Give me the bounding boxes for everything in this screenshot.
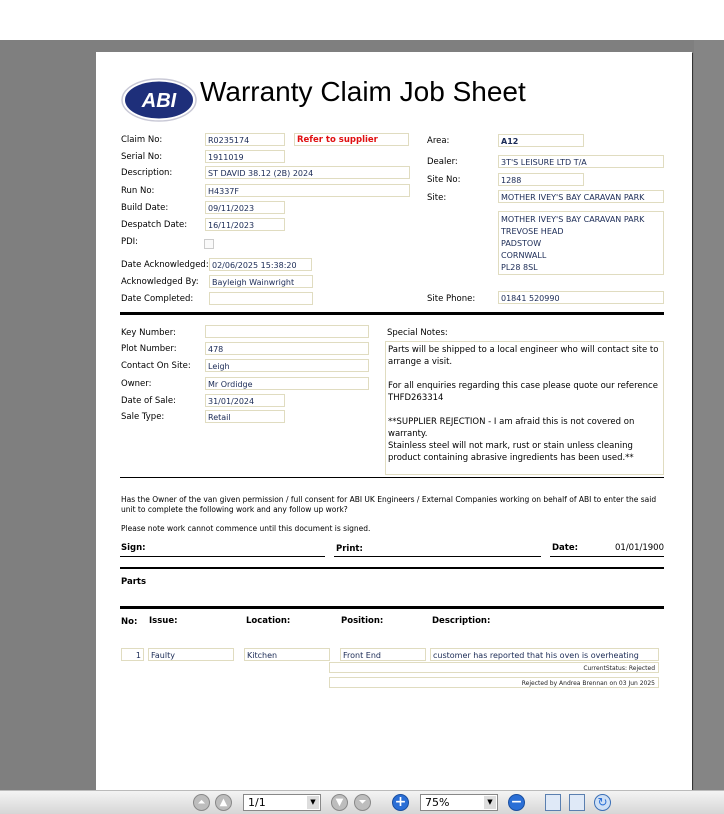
acknowledged-by-label: Acknowledged By: (121, 277, 199, 287)
run-no-field: H4337F (205, 184, 410, 197)
top-bar (0, 0, 724, 40)
date-label: Date: (552, 543, 579, 553)
date-of-sale-label: Date of Sale: (121, 396, 176, 406)
despatch-date-field: 16/11/2023 (205, 218, 285, 231)
plot-number-field: 478 (205, 342, 369, 355)
parts-header-position: Position: (341, 616, 384, 626)
despatch-date-label: Despatch Date: (121, 220, 188, 230)
site-label: Site: (427, 193, 447, 203)
chevron-down-icon: ▼ (484, 796, 496, 809)
acknowledged-by-field: Bayleigh Wainwright (209, 275, 313, 288)
description-field: ST DAVID 38.12 (2B) 2024 (205, 166, 410, 179)
site-address-line: PL28 8SL (501, 263, 538, 272)
date-line (550, 556, 664, 557)
consent-text: Has the Owner of the van given permission / full consent for ABI UK Engineers / External Companies working on behalf of ABI to enter the said unit to complete the following work and any follow up work? (121, 495, 657, 514)
build-date-label: Build Date: (121, 203, 169, 213)
owner-label: Owner: (121, 379, 152, 389)
zoom-in-icon[interactable]: + (392, 794, 409, 811)
special-note: Parts will be shipped to a local engineer who will contact site to arrange a visit. (388, 345, 659, 367)
date-acknowledged-label: Date Acknowledged: (121, 260, 209, 270)
date-acknowledged-field: 02/06/2025 15:38:20 (209, 258, 312, 271)
date-value: 01/01/1900 (615, 543, 664, 553)
print-line (334, 556, 541, 557)
sign-line (120, 556, 325, 557)
last-page-icon[interactable]: ⏷ (354, 794, 371, 811)
site-field: MOTHER IVEY'S BAY CARAVAN PARK (498, 190, 664, 203)
vertical-scrollbar[interactable] (694, 40, 724, 790)
site-address-line: CORNWALL (501, 251, 547, 260)
date-of-sale-field: 31/01/2024 (205, 394, 285, 407)
status-badge: Refer to supplier (294, 133, 409, 146)
pdi-label: PDI: (121, 237, 139, 247)
page-title: Warranty Claim Job Sheet (200, 76, 526, 107)
contact-on-site-field: Leigh (205, 359, 369, 372)
contact-on-site-label: Contact On Site: (121, 361, 191, 371)
section-divider (120, 567, 664, 569)
build-date-field: 09/11/2023 (205, 201, 285, 214)
sign-label: Sign: (121, 543, 146, 553)
page-number-select[interactable] (243, 794, 321, 811)
site-no-label: Site No: (427, 175, 461, 185)
abi-logo (120, 77, 198, 123)
part-no: 1 (121, 648, 144, 661)
special-note: Stainless steel will not mark, rust or stain unless cleaning product containing abrasive ingredients has been used.** (388, 441, 634, 463)
current-status: CurrentStatus: Rejected (329, 662, 659, 673)
special-notes-box (385, 341, 664, 475)
key-number-field (205, 325, 369, 338)
site-address-box (498, 211, 664, 275)
document-page (96, 52, 692, 790)
zoom-select[interactable] (420, 794, 498, 811)
rejected-by: Rejected by Andrea Brennan on 03 Jun 2025 (329, 677, 659, 688)
chevron-down-icon: ▼ (307, 796, 319, 809)
area-field: A12 (498, 134, 584, 147)
zoom-out-icon[interactable]: − (508, 794, 525, 811)
pdf-toolbar (0, 790, 724, 814)
date-completed-field (209, 292, 313, 305)
part-description: customer has reported that his oven is overheating (430, 648, 659, 661)
sale-type-label: Sale Type: (121, 412, 165, 422)
dealer-label: Dealer: (427, 157, 458, 167)
parts-header-issue: Issue: (149, 616, 178, 626)
section-divider (120, 477, 664, 478)
fit-width-icon[interactable] (545, 794, 561, 811)
first-page-icon[interactable]: ⏶ (193, 794, 210, 811)
area-label: Area: (427, 136, 450, 146)
document-viewer[interactable] (0, 40, 724, 790)
special-note: **SUPPLIER REJECTION - I am afraid this is not covered on warranty. (388, 417, 635, 439)
special-notes-label: Special Notes: (387, 328, 448, 338)
description-label: Description: (121, 168, 173, 178)
page-number-value: 1/1 (248, 796, 266, 809)
claim-no-field: R0235174 (205, 133, 285, 146)
parts-header-description: Description: (432, 616, 491, 626)
site-no-field: 1288 (498, 173, 584, 186)
logo-text: ABI (141, 90, 177, 112)
next-page-icon[interactable]: ▼ (331, 794, 348, 811)
pdi-checkbox (204, 239, 214, 249)
part-issue: Faulty (148, 648, 234, 661)
serial-no-label: Serial No: (121, 152, 163, 162)
section-divider (120, 312, 664, 315)
special-note: For all enquiries regarding this case please quote our reference THFD263314 (388, 381, 658, 403)
plot-number-label: Plot Number: (121, 344, 177, 354)
site-phone-label: Site Phone: (427, 294, 476, 304)
serial-no-field: 1911019 (205, 150, 285, 163)
previous-page-icon[interactable]: ▲ (215, 794, 232, 811)
zoom-value: 75% (425, 796, 450, 809)
sale-type-field: Retail (205, 410, 285, 423)
site-address-line: PADSTOW (501, 239, 542, 248)
date-completed-label: Date Completed: (121, 294, 194, 304)
parts-header-location: Location: (246, 616, 291, 626)
rotate-icon[interactable]: ↻ (594, 794, 611, 811)
parts-header-no: No: (121, 617, 138, 627)
fit-page-icon[interactable] (569, 794, 585, 811)
part-position: Front End (340, 648, 426, 661)
claim-no-label: Claim No: (121, 135, 163, 145)
site-address-line: MOTHER IVEY'S BAY CARAVAN PARK (501, 215, 645, 224)
commence-note: Please note work cannot commence until this document is signed. (121, 524, 371, 533)
print-label: Print: (336, 544, 363, 554)
key-number-label: Key Number: (121, 328, 176, 338)
site-phone-field: 01841 520990 (498, 291, 664, 304)
parts-heading: Parts (121, 577, 147, 587)
site-address-line: TREVOSE HEAD (501, 227, 564, 236)
owner-field: Mr Ordidge (205, 377, 369, 390)
part-location: Kitchen (244, 648, 330, 661)
section-divider (120, 606, 664, 609)
dealer-field: 3T'S LEISURE LTD T/A (498, 155, 664, 168)
run-no-label: Run No: (121, 186, 155, 196)
